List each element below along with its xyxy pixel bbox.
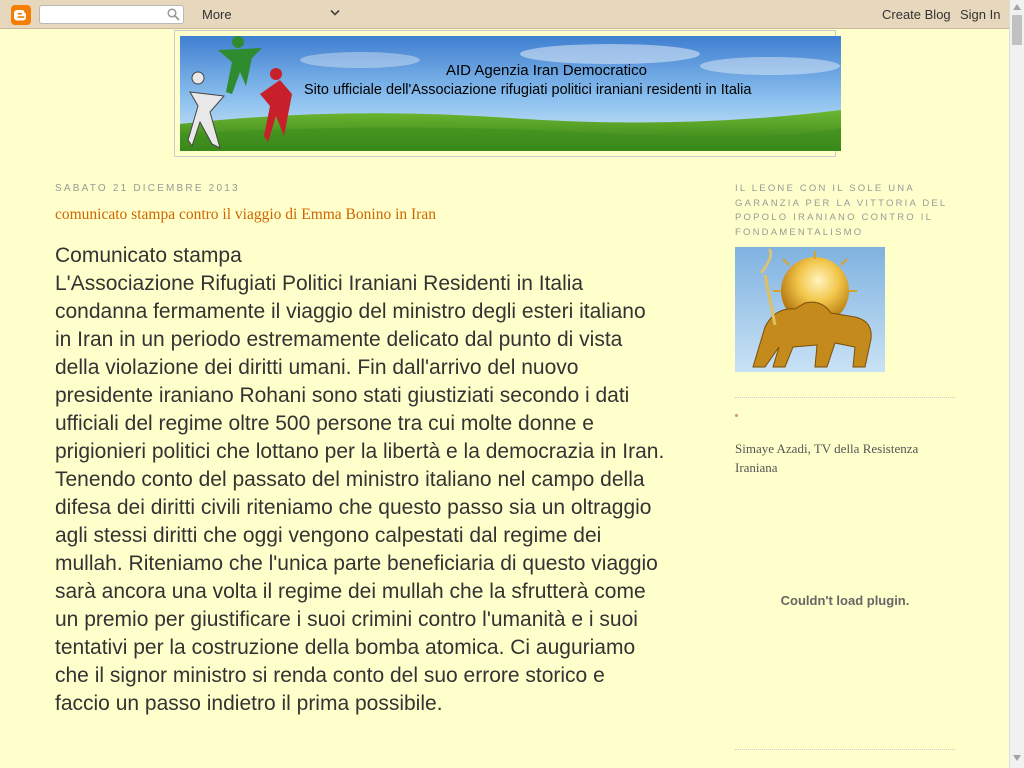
navbar-search-box xyxy=(39,5,184,24)
sidebar-divider xyxy=(735,749,955,750)
blogger-logo-icon[interactable] xyxy=(11,5,31,25)
post-date: SABATO 21 DICEMBRE 2013 xyxy=(55,183,240,194)
lion-and-sun-image[interactable] xyxy=(735,247,885,372)
vertical-scrollbar[interactable] xyxy=(1009,0,1024,768)
create-blog-link[interactable]: Create Blog xyxy=(882,7,951,22)
post-body-text: L'Associazione Rifugiati Politici Iraniani Residenti in Italia condanna fermamente il viaggio del ministro degli esteri italiano in Iran in un periodo estremamente delicato dal punto di vista della violazione dei diritti umani. Fin dall'arrivo del nuovo presidente iraniano Rohani sono stati giustiziati secondo i dati ufficiali del regime oltre 500 persone tra cui molte donne e prigionieri politici che lottano per la libertà e la democrazia in Iran. Tenendo conto del passato del ministro italiano nel campo della difesa dei diritti civili riteniamo che questo passo sia un oltraggio agli stessi diritti che oggi vengono calpestati dal regime dei mullah. Riteniamo che l'unica parte beneficiaria di questo viaggio sarà ancora una volta il regime dei mullah che la sfrutterà come un premio per giustificare i suoi crimini contro l'umanità e i suoi tentativi per la costruzione della bomba atomica. Ci auguriamo che il signor ministro si renda conto del suo errore storico e faccio un passo indietro il prima possibile. xyxy=(55,272,665,715)
post-heading: Comunicato stampa xyxy=(55,244,242,267)
more-dropdown[interactable] xyxy=(194,6,344,24)
sidebar-gadget-text: Simaye Azadi, TV della Resistenza Iraniana xyxy=(735,441,919,475)
banner-subtitle: Sito ufficiale dell'Associazione rifugiati politici iraniani residenti in Italia xyxy=(304,82,752,98)
sidebar-gadget-title: IL LEONE CON IL SOLE UNA GARANZIA PER LA VITTORIA DEL POPOLO IRANIANO CONTRO IL FONDAMENTALISMO xyxy=(735,183,948,238)
sidebar-divider xyxy=(735,397,955,398)
gadget-title-marker xyxy=(735,414,738,417)
scrollbar-thumb[interactable] xyxy=(1012,15,1022,45)
banner-title: AID Agenzia Iran Democratico xyxy=(446,62,647,79)
scroll-up-arrow-icon[interactable] xyxy=(1013,4,1021,10)
plugin-error-message: Couldn't load plugin. xyxy=(780,593,910,608)
sign-in-link[interactable]: Sign In xyxy=(960,7,1001,22)
chevron-down-icon xyxy=(330,9,340,17)
post-body xyxy=(55,242,665,718)
search-input[interactable] xyxy=(42,7,166,24)
more-label: More xyxy=(202,7,232,22)
search-icon[interactable] xyxy=(167,8,180,21)
blogger-navbar xyxy=(0,0,1009,29)
post-title-link[interactable]: comunicato stampa contro il viaggio di Emma Bonino in Iran xyxy=(55,206,436,223)
scroll-down-arrow-icon[interactable] xyxy=(1013,755,1021,761)
header-banner[interactable] xyxy=(180,36,841,151)
